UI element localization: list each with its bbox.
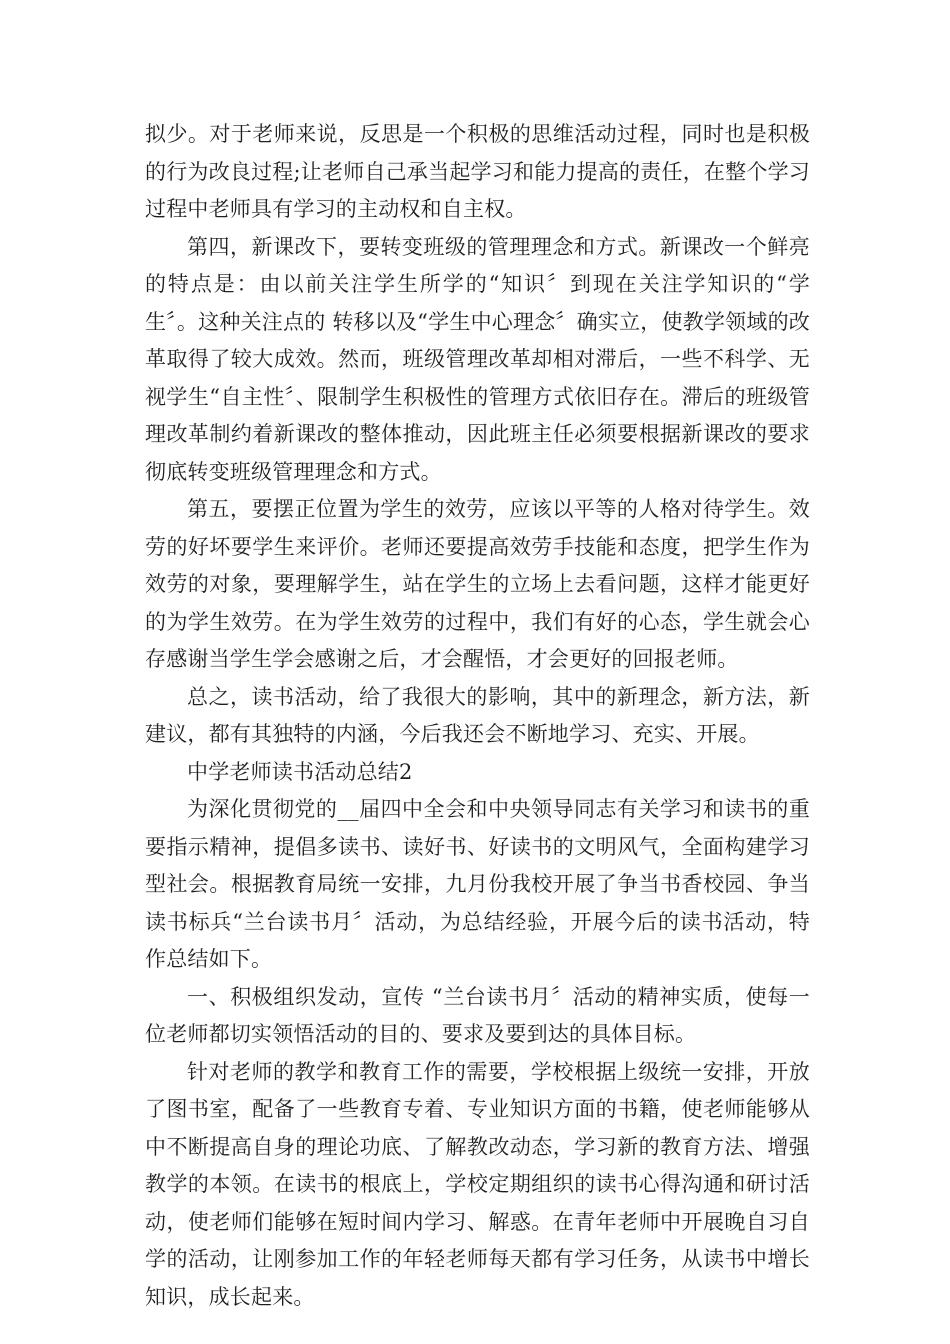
section-title: 中学老师读书活动总结2 [187, 759, 413, 784]
paragraph-intro: 为深化贯彻党的__届四中全会和中央领导同志有关学习和读书的重要指示精神，提倡多读书、读好书、好读书的文明风气，全面构建学习型社会。根据教育局统一安排，九月份我校开展了争当书香校园、争当读书标兵“兰台读书月〞活动，为总结经验，开展今后的读书活动，特作总结如下。 [145, 797, 810, 971]
paragraph-continuation: 拟少。对于老师来说，反思是一个积极的思维活动过程，同时也是积极的行为改良过程;让老师自己承当起学习和能力提高的责任，在整个学习过程中老师具有学习的主动权和自主权。 [145, 122, 810, 221]
paragraph-point-four: 第四，新课改下，要转变班级的管理理念和方式。新课改一个鲜亮的特点是：由以前关注学生所学的“知识〞到现在关注学知识的“学生〞。这种关注点的 转移以及“学生中心理念〞确实立，使教学领域的改革取得了较大成效。然而，班级管理改革却相对滞后，一些不科学、无视学生“自主性〞、限制学生积极性的管理方式依旧存在。滞后的班级管理改革制约着新课改的整体推动，因此班主任必须要根据新课改的要求彻底转变班级管理理念和方式。 [145, 234, 810, 484]
paragraph-conclusion: 总之，读书活动，给了我很大的影响，其中的新理念，新方法，新建议，都有其独特的内涵，今后我还会不断地学习、充实、开展。 [145, 684, 810, 746]
paragraph-library: 针对老师的教学和教育工作的需要，学校根据上级统一安排，开放了图书室，配备了一些教育专着、专业知识方面的书籍，使老师能够从中不断提高自身的理论功底、了解教改动态，学习新的教育方法、增强教学的本领。在读书的根底上，学校定期组织的读书心得沟通和研讨活动，使老师们能够在短时间内学习、解惑。在青年老师中开展晚自习自学的活动，让刚参加工作的年轻老师每天都有学习任务，从读书中增长知识，成长起来。 [145, 1059, 810, 1309]
document-body [145, 116, 810, 1316]
paragraph-item-one: 一、积极组织发动，宣传 “兰台读书月〞活动的精神实质，使每一位老师都切实领悟活动的目的、要求及要到达的具体目标。 [145, 984, 810, 1046]
paragraph-point-five: 第五，要摆正位置为学生的效劳，应该以平等的人格对待学生。效劳的好坏要学生来评价。老师还要提高效劳手技能和态度，把学生作为效劳的对象，要理解学生，站在学生的立场上去看问题，这样才能更好的为学生效劳。在为学生效劳的过程中，我们有好的心态，学生就会心存感谢当学生学会感谢之后，才会醒悟，才会更好的回报老师。 [145, 497, 810, 671]
